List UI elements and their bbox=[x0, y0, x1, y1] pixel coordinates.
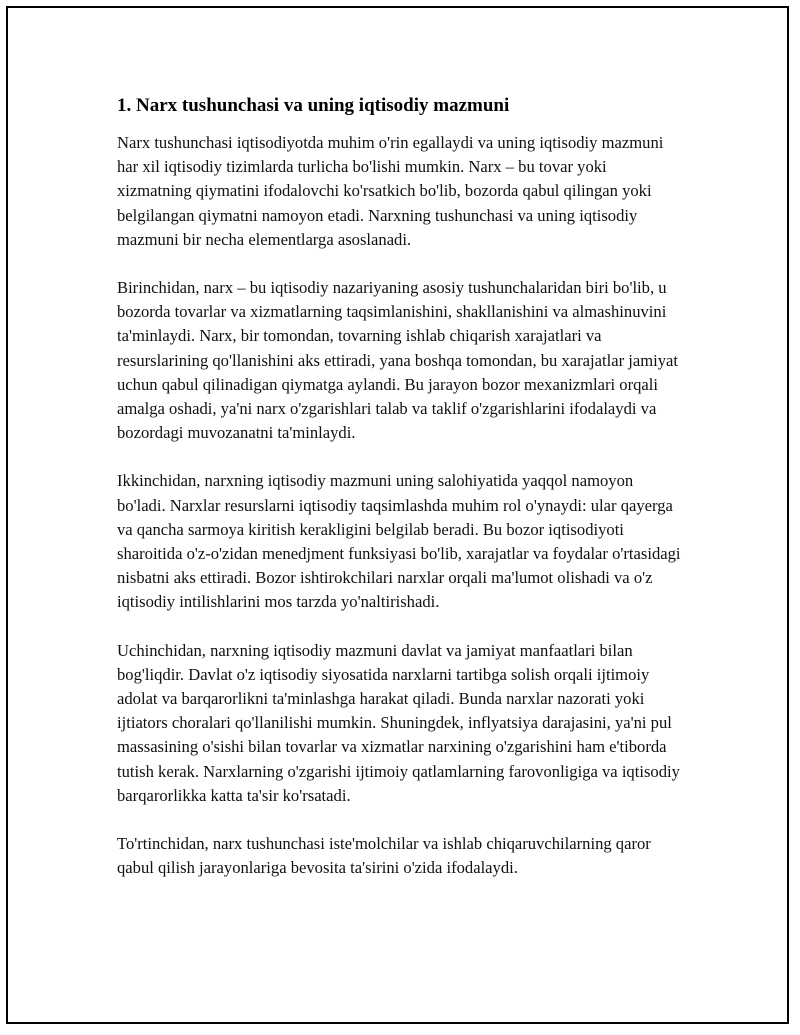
paragraph-third: Uchinchidan, narxning iqtisodiy mazmuni davlat va jamiyat manfaatlari bilan bog'liqdir. Davlat o'z iqtisodiy siyosatida narxlarni tartibga solish orqali ijtimoiy adolat va barqarorlikni ta'minlashga harakat qiladi. Bunda narxlar nazorati yoki ijtiators choralari qo'llanilishi mumkin. Shuningdek, inflyatsiya darajasini, ya'ni pul massasining o'sishi bilan tovarlar va xizmatlar narxining o'zgarishini ham e'tiborda tutish kerak. Narxlarning o'zgarishi ijtimoiy qatlamlarning farovonligiga va iqtisodiy barqarorlikka katta ta'sir ko'rsatadi. bbox=[117, 640, 680, 805]
section-heading: 1. Narx tushunchasi va uning iqtisodiy mazmuni bbox=[117, 95, 510, 116]
paragraph-first: Birinchidan, narx – bu iqtisodiy nazariyaning asosiy tushunchalaridan biri bo'lib, u bozorda tovarlar va xizmatlarning taqsimlanishini, shakllanishini va almashinuvini ta'minlaydi. Narx, bir tomondan, tovarning ishlab chiqarish xarajatlari va resurslarining qo'llanishini aks ettiradi, yana boshqa tomondan, bu xarajatlar jamiyat uchun qabul qilinadigan qiymatga aylandi. Bu jarayon bozor mexanizmlari orqali amalga oshadi, ya'ni narx o'zgarishlari talab va taklif o'zgarishlarini ifodalaydi va bozordagi muvozanatni ta'minlaydi. bbox=[117, 278, 679, 443]
document-body bbox=[117, 94, 682, 904]
paragraph-fourth: To'rtinchidan, narx tushunchasi iste'molchilar va ishlab chiqaruvchilarning qaror qabul qilish jarayonlariga bevosita ta'sirini o'zida ifodalaydi. bbox=[117, 834, 651, 878]
paragraph-second: Ikkinchidan, narxning iqtisodiy mazmuni uning salohiyatida yaqqol namoyon bo'ladi. Narxlar resurslarni iqtisodiy taqsimlashda muhim rol o'ynaydi: ular qayerga va qancha sarmoya kiritish kerakligini belgilab beradi. Bu bozor iqtisodiyoti sharoitida o'z-o'zidan menedjment funksiyasi bo'lib, xarajatlar va foydalar o'rtasidagi nisbatni aks ettiradi. Bozor ishtirokchilari narxlar orqali ma'lumot olishadi va o'z iqtisodiy intilishlarini mos tarzda yo'naltirishadi. bbox=[117, 471, 681, 612]
paragraph-intro: Narx tushunchasi iqtisodiyotda muhim o'rin egallaydi va uning iqtisodiy mazmuni har xil iqtisodiy tizimlarda turlicha bo'lishi mumkin. Narx – bu tovar yoki xizmatning qiymatini ifodalovchi ko'rsatkich bo'lib, bozorda qabul qilingan yoki belgilangan qiymatni namoyon etadi. Narxning tushunchasi va uning iqtisodiy mazmuni bir necha elementlarga asoslanadi. bbox=[117, 133, 664, 249]
